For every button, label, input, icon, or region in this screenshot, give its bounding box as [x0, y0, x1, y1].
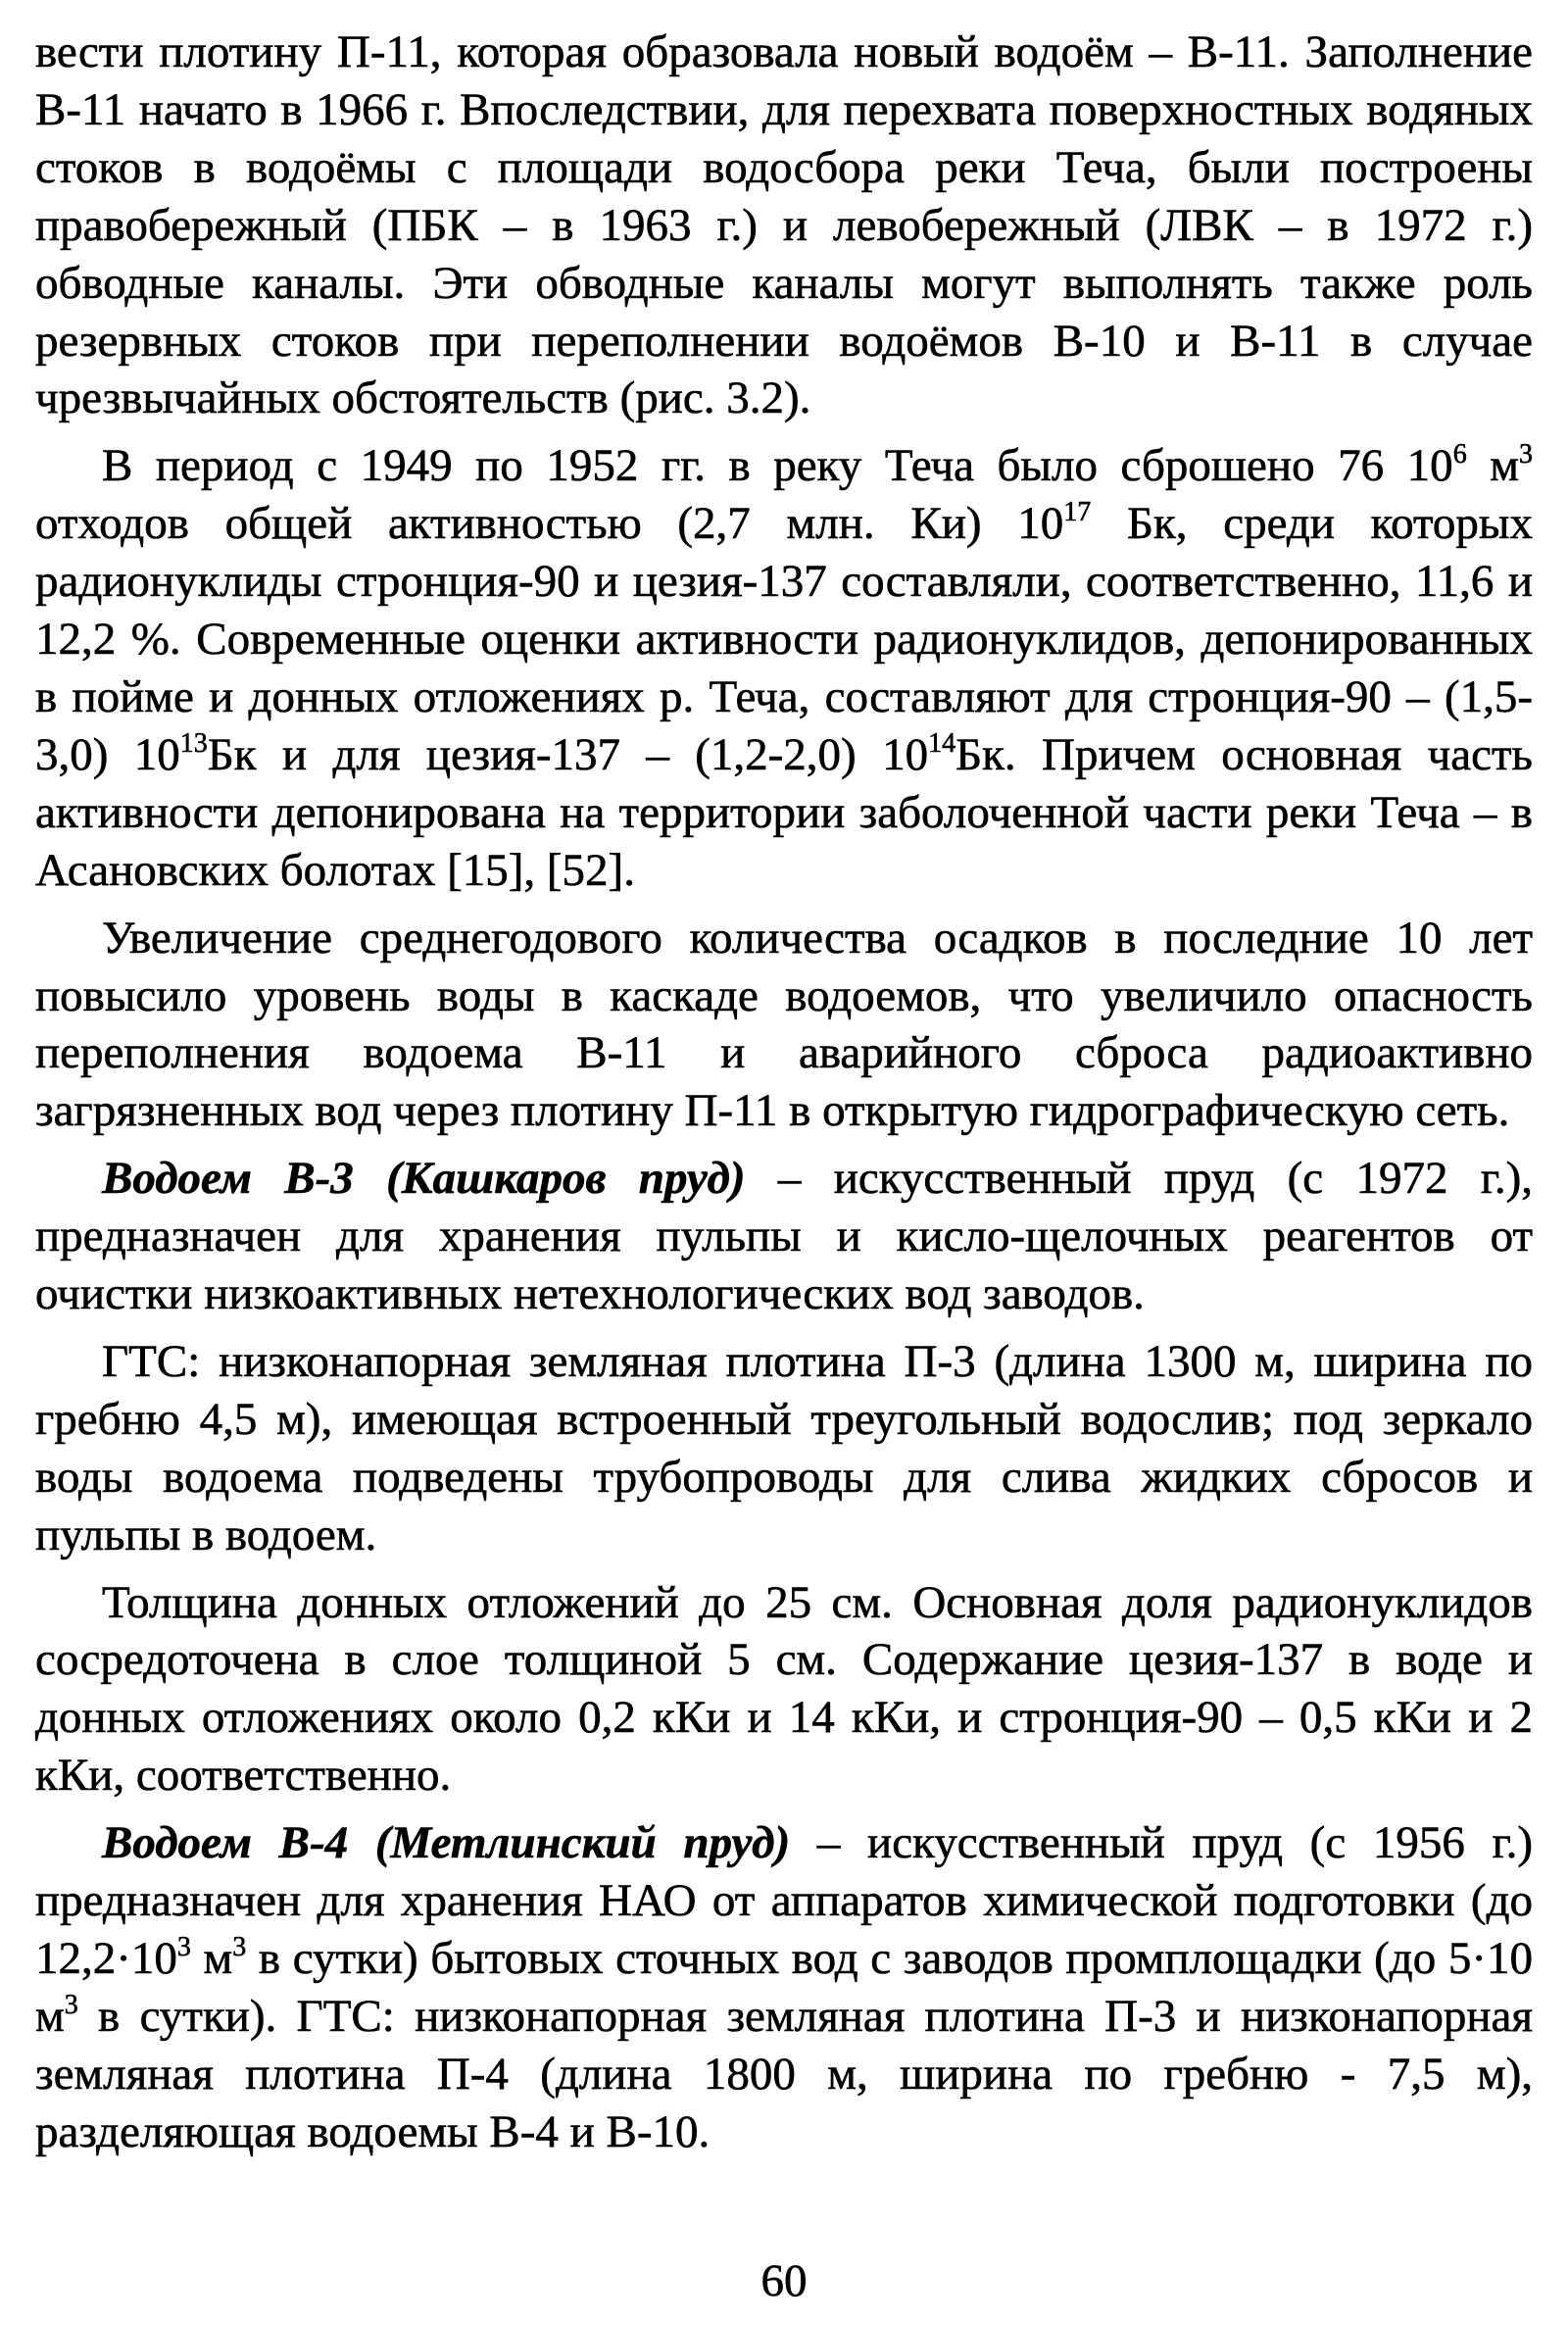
superscript: 3: [64, 1989, 78, 2020]
paragraph-reservoir-b3: Водоем В-3 (Кашкаров пруд) – искусственный пруд (с 1972 г.), предназначен для хранения пульпы и кисло-щелочных реагентов от очистки низкоактивных нетехнологических вод заводов.: [35, 1153, 1533, 1320]
superscript: 13: [179, 727, 208, 759]
superscript: 14: [928, 727, 956, 759]
superscript: 17: [1063, 497, 1092, 528]
page-number: 60: [760, 2255, 808, 2306]
superscript: 3: [232, 1932, 247, 1962]
paragraph-reservoir-b4: Водоем В-4 (Метлинский пруд) – искусственный пруд (с 1956 г.) предназначен для хранения НАО от аппаратов химической подготовки (до $12,2\cdot 10^3$ $м^3$ в сутки) бытовых сточных вод с заводов промплощадки (до 5·10 $м^3$ в сутки). ГТС: низконапорная земляная плотина П-3 и низконапорная земляная плотина П-4 (длина 1800 м, ширина по гребню - 7,5 м), разделяющая водоемы В-4 и В-10.: [35, 1817, 1533, 2157]
superscript: 6: [1452, 439, 1467, 470]
paragraph-precipitation: Увеличение среднегодового количества осадков в последние 10 лет повысило уровень воды в каскаде водоемов, что увеличило опасность переполнения водоема В-11 и аварийного сброса радиоактивно загрязненных вод через плотину П-11 в открытую гидрографическую сеть.: [35, 912, 1533, 1137]
reservoir-b3-title: Водоем В-3 (Кашкаров пруд): [102, 1153, 746, 1205]
paragraph-dam-p11: вести плотину П-11, которая образовала новый водоём – В-11. Заполнение В-11 начато в 1966 г. Впоследствии, для перехвата поверхностных водяных стоков в водоёмы с площади водосбора реки Теча, были построены правобережный (ПБК – в 1963 г.) и левобережный (ЛВК – в 1972 г.) обводные каналы. Эти обводные каналы могут выполнять также роль резервных стоков при переполнении водоёмов В-10 и В-11 в случае чрезвычайных обстоятельств (рис. 3.2).: [35, 26, 1533, 424]
superscript: 3: [176, 1932, 191, 1962]
paragraph-techa-discharge: В период с 1949 по 1952 гг. в реку Теча было сброшено 76 $10^6$ $м^3$ отходов общей активностью (2,7 млн. Ки) $10^{17}$ Бк, среди которых радионуклиды стронция-90 и цезия-137 составляли, соответственно, 11,6 и 12,2 %. Современные оценки активности радионуклидов, депонированных в пойме и донных отложениях р. Теча, составляют для стронция-90 – (1,5-3,0) $10^{13}Бк$ и для цезия-137 – (1,2-2,0) $10^{14}Бк$. Причем основная часть активности депонирована на территории заболоченной части реки Теча – в Асановских болотах [15], [52].: [35, 439, 1533, 896]
paragraph-gts-p3: ГТС: низконапорная земляная плотина П-3 (длина 1300 м, ширина по гребню 4,5 м), имеющая встроенный треугольный водослив; под зеркало воды водоема подведены трубопроводы для слива жидких сбросов и пульпы в водоем.: [35, 1335, 1533, 1560]
superscript: 3: [1519, 439, 1533, 470]
paragraph-sediments: Толщина донных отложений до 25 см. Основная доля радионуклидов сосредоточена в слое толщиной 5 см. Содержание цезия-137 в воде и донных отложениях около 0,2 кКи и 14 кКи, и стронция-90 – 0,5 кКи и 2 кКи, соответственно.: [35, 1576, 1533, 1802]
page-body: [35, 24, 1533, 2161]
reservoir-b4-title: Водоем В-4 (Метлинский пруд): [102, 1817, 791, 1869]
